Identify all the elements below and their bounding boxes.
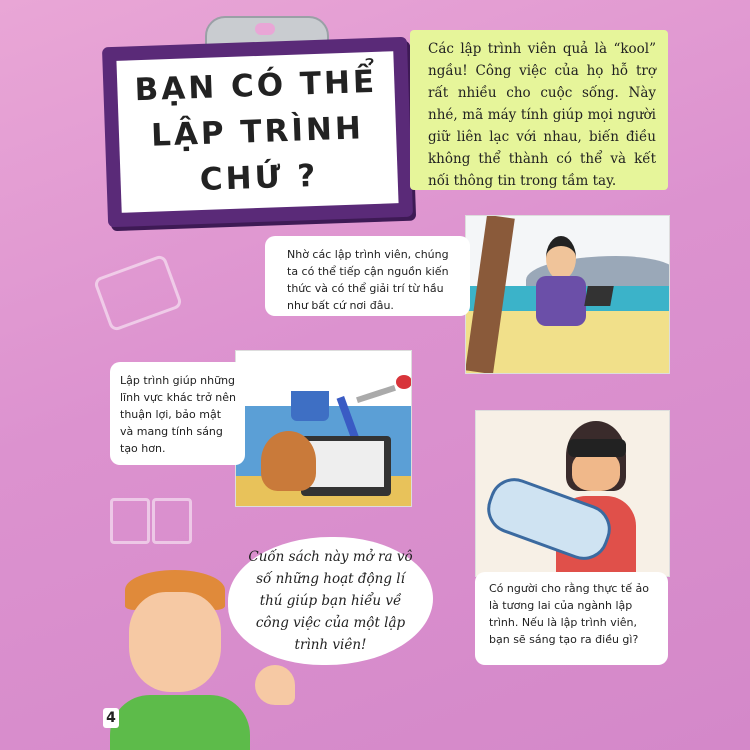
intro-text-box: Các lập trình viên quả là “kool” ngầu! Công việc của họ hỗ trợ rất nhiều cho cuộc sống. Này nhé, mã máy tính giúp mọi người giữ liên lạc với nhau, biến điều không thể thành có thể và kết nối thông tin trong tầm tay.: [410, 30, 668, 190]
boy-character-illustration: [105, 570, 295, 750]
page-title: BẠN CÓ THỂ LẬP TRÌNH CHỨ ?: [134, 63, 378, 199]
robot-arm-coding-illustration: [235, 350, 412, 507]
page-number: 4: [103, 708, 119, 728]
vr-headset-illustration: [475, 410, 670, 577]
caption-knowledge: Nhờ các lập trình viên, chúng ta có thể tiếp cận nguồn kiến thức và có thể giải trí từ hầu như bất cứ nơi đâu.: [265, 236, 470, 316]
title-card: [102, 37, 413, 228]
beach-laptop-illustration: [465, 215, 670, 374]
caption-fields: Lập trình giúp những lĩnh vực khác trở nên thuận lợi, bảo mật và mang tính sáng tạo hơn.: [110, 362, 245, 465]
robot-arm-watermark-icon: [93, 254, 184, 333]
speech-bubble: Cuốn sách này mở ra vô số những hoạt động lí thú giúp bạn hiểu về công việc của một lập trình viên!: [228, 537, 433, 665]
cup-watermark-icon: [152, 498, 192, 544]
cup-watermark-icon: [110, 498, 150, 544]
caption-vr: Có người cho rằng thực tế ảo là tương lai của ngành lập trình. Nếu là lập trình viên, bạn sẽ sáng tạo ra điều gì?: [475, 572, 668, 665]
